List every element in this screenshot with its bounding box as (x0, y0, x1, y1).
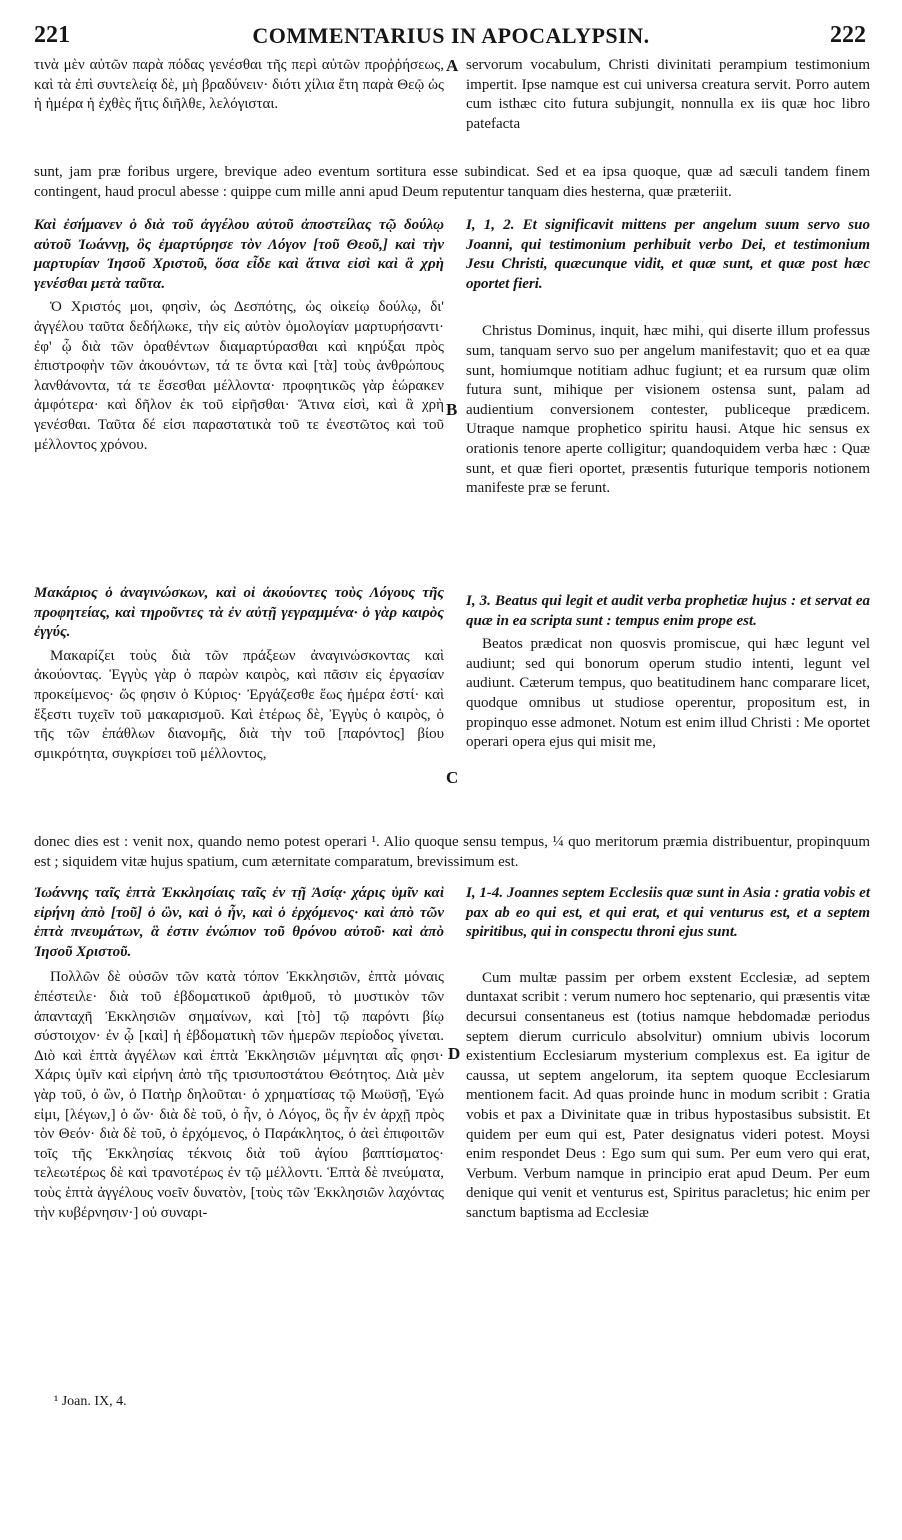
latin-column-sec3 (466, 592, 870, 753)
latin-verse: I, 3. Beatus qui legit et audit verba prophetiæ hujus : et servat ea quæ in ea scripta sunt : tempus enim prope est. (466, 593, 870, 629)
latin-column-sec4 (466, 884, 870, 1224)
page-number-left: 221 (34, 22, 70, 48)
latin-verse: I, 1-4. Joannes septem Ecclesiis quæ sunt in Asia : gratia vobis et pax ab eo qui est, et qui erat, et qui venturus est, et a septem spiritibus, qui in conspectu throni ejus sunt. (466, 885, 870, 941)
running-header (0, 22, 902, 56)
latin-paragraph: donec dies est : venit nox, quando nemo potest operari ¹. Alio quoque sensu tempus, ¼ quo meritorum præmia distribuentur, propinquum est ; siquidem vitæ hujus spatium, cum æternitate comparatum, brevissimum est. (34, 834, 870, 870)
latin-commentary: Christus Dominus, inquit, hæc mihi, qui diserte illum professus sum, tanquam servo suo per angelum manifestavit; quo et ea quæ sunt, homiumque notitiam adhuc fugiunt; et ea rursum quæ olim futura sunt, mihique per visionem ostensa sunt, palam ad audientium conversionem contester, publiceque prædicem. Utraque namque prophetico spiritu hausi. Atque hic sensus ex orationis tenore aperte colligitur; quandoquidem verba hæc : Quæ sunt, et quæ fieri oportet, præsentis futurique temporis notionem manifeste præ se ferunt. (466, 323, 870, 497)
latin-fullwidth-sec3 (34, 818, 870, 887)
greek-column-sec4 (34, 884, 444, 1223)
greek-commentary: Μακαρίζει τοὺς διὰ τῶν πράξεων ἀναγινώσκοντας καὶ ἀκούοντας. Ἐγγὺς γὰρ ὁ παρὼν καιρὸς, καὶ πᾶσιν εἰς ἐργασίαν προκείμενος· ὥς φησιν ὁ Κύριος· Ἐργάζεσθε ἕως ἡμέρα ἐστί· καὶ ἔξεστι τυχεῖν τοῦ μακαρισμοῦ. Καὶ ἑτέρως δὲ, Ἐγγὺς ὁ καιρὸς, ὁ τῆς τῶν ἐπάθλων διανομῆς, διὰ τὴν τοῦ [παρόντος] βίου σμικρότητα, συγκρίσει τοῦ μέλλοντος, (34, 647, 444, 762)
greek-commentary: Πολλῶν δὲ οὐσῶν τῶν κατὰ τόπον Ἐκκλησιῶν, ἑπτὰ μόναις ἐπέστειλε· διὰ τοῦ ἑβδοματικοῦ ἀριθμοῦ, τὸ μυστικὸν τῶν ἁπανταχῆ Ἐκκλησιῶν σημαίνων, καὶ [τὸ] τῷ παρόντι βίῳ σύστοιχον· ἐν ᾧ [καὶ] ἡ ἑβδοματικὴ τῶν ἡμερῶν περίοδος γίνεται. Διὸ καὶ ἑπτὰ ἀγγέλων καὶ ἑπτὰ Ἐκκλησιῶν μέμνηται αἷς φησι· Χάρις ὑμῖν καὶ εἰρήνη ἀπὸ τῆς τρισυποστάτου Θεότητος. Διὰ μὲν γὰρ τοῦ, ὁ ὢν, ὁ Πατὴρ δηλοῦται· ὁ χρηματίσας τῷ Μωϋσῇ, Ἐγώ εἰμι, [λέγων,] ὁ ὤν· διὰ δὲ τοῦ, ὁ ἦν, ὁ Λόγος, ὃς ἦν ἐν ἀρχῇ πρὸς τὸν Θεόν· διὰ δὲ τοῦ, ὁ ἐρχόμενος, ὁ Παράκλητος, ὁ ἀεὶ ἐπιφοιτῶν τοῖς τῆς Ἐκκλησίας τέκνοις διὰ τοῦ ἁγίου βαπτίσματος· τελεωτέρως δὲ καὶ τρανοτέρως ἐν τῷ μέλλοντι. Ἑπτὰ δὲ πνεύματα, τοὺς ἑπτὰ ἀγγέλους νοεῖν δυνατὸν, [τοὺς τῶν Ἐκκλησιῶν λαχόντας τὴν κυβέρνησιν·] οὐ συναρι- (34, 969, 444, 1221)
latin-verse: I, 1, 2. Et significavit mittens per angelum suum servo suo Joanni, qui testimonium perhibuit verbo Dei, et testimonium Jesu Christi, quæcunque vidit, et quæ sunt, et quæ post hæc oportet fieri. (466, 217, 870, 292)
margin-marker-d: D (448, 1044, 461, 1063)
greek-column-sec3 (34, 584, 444, 764)
latin-commentary: Cum multæ passim per orbem exstent Ecclesiæ, ad septem duntaxat scribit : verum numero hoc septenario, qui præsentis vitæ decursui consentaneus est (totius namque hebdomadæ periodus septem dierum curriculo absolvitur) omnium ubivis locorum existentium Ecclesiarum mysterium complexus est. Ea igitur de caussa, ut septem angelorum, ita septem quoque Ecclesiarum mentionem facit. Ad quas proinde hunc in modum scribit : Gratia vobis et pax a Divinitate quæ in tribus hypostasibus subsistit. Et quidem per eum qui est, Pater designatus videri potest. Moysi enim respondet Deus : Ego sum qui sum. Per eum vero qui erat, Verbum. Verbum namque in principio erat apud Deum. Per eum denique qui venit et venturus est, Spiritus paracletus; hic enim per sanctum baptisma ad Ecclesiæ (466, 969, 870, 1221)
margin-marker-a: A (446, 56, 459, 75)
greek-verse: Καὶ ἐσήμανεν ὁ διὰ τοῦ ἀγγέλου αὐτοῦ ἀποστείλας τῷ δούλῳ αὐτοῦ Ἰωάννῃ, ὃς ἐμαρτύρησε τὸν Λόγον [τοῦ Θεοῦ,] καὶ τὴν μαρτυρίαν Ἰησοῦ Χριστοῦ, ὅσα εἶδε καὶ ἅτινα εἰσὶ καὶ ἃ χρὴ γενέσθαι μετὰ ταῦτα. (34, 217, 444, 292)
margin-marker-b: B (446, 400, 458, 419)
greek-column-sec1 (34, 56, 444, 115)
greek-commentary: Ὁ Χριστός μοι, φησὶν, ὡς Δεσπότης, ὡς οἰκείῳ δούλῳ, δι' ἀγγέλου ταῦτα δεδήλωκε, τὴν εἰς αὐτὸν ὁμολογίαν μαρτυρήσαντι· ἐφ' ᾧ διὰ τῶν ὁραθέντων διαμαρτύρασθαι καὶ κηρύξαι πρὸς ἐπιστροφὴν τῶν ἀκουόντων, τά τε ὄντα καὶ [τὰ] τοὺς ἀνθρώπους λανθάνοντα, τά τε ἔσεσθαι μέλλοντα· προφητικῶς γὰρ ἑώρακεν ἀμφότερα· καὶ δῆλον ἐκ τοῦ εἰρῆσθαι· Ἅτινα εἰσὶ, καὶ ἃ χρὴ γενέσθαι. Ταῦτα δέ εἰσι παραστατικὰ τοῦ τε ἐνεστῶτος καὶ τοῦ μέλλοντος χρόνου. (34, 299, 444, 453)
margin-marker-c: C (446, 768, 459, 787)
latin-paragraph: sunt, jam præ foribus urgere, brevique adeo eventum sortitura esse subindicat. Sed et ea ipsa quoque, quæ ad sæculi tandem finem contingent, haud procul abesse : quippe cum mille anni apud Deum reputentur tanquam dies hesterna, quæ præteriit. (34, 164, 870, 200)
page-number-right: 222 (830, 22, 866, 48)
greek-verse: Ἰωάννης ταῖς ἑπτὰ Ἐκκλησίαις ταῖς ἐν τῇ Ἀσίᾳ· χάρις ὑμῖν καὶ εἰρήνη ἀπὸ [τοῦ] ὁ ὢν, καὶ ὁ ἦν, καὶ ὁ ἐρχόμενος· καὶ ἀπὸ τῶν ἑπτὰ πνευμάτων, ἃ ἐστιν ἐνώπιον τοῦ θρόνου αὐτοῦ· καὶ ἀπὸ Ἰησοῦ Χριστοῦ. (34, 885, 444, 960)
latin-commentary: Beatos prædicat non quosvis promiscue, qui hæc legunt vel audiunt; sed qui bonorum operum studio intenti, legunt vel audiunt. Cæterum tempus, quo beatitudinem hanc comparare licet, quodque omnibus ut studiose operentur, propositum est, in propinquo esse admonet. Notum est enim illud Christi : Me oportet operari opera ejus qui misit me, (466, 636, 870, 751)
running-title: COMMENTARIUS IN APOCALYPSIN. (252, 23, 650, 48)
greek-verse: Μακάριος ὁ ἀναγινώσκων, καὶ οἱ ἀκούοντες τοὺς Λόγους τῆς προφητείας, καὶ τηροῦντες τὰ ἐν αὐτῇ γεγραμμένα· ὁ γὰρ καιρὸς ἐγγύς. (34, 585, 444, 641)
latin-fullwidth-sec1 (34, 148, 870, 217)
latin-column-sec1 (466, 56, 870, 134)
latin-paragraph: servorum vocabulum, Christi divinitati perampium testimonium impertit. Ipse namque est cui universa creatura servit. Porro autem cum isthæc cito futura subjungit, nonnulla ex iis quæ hoc libro patefacta (466, 57, 870, 132)
footnote: ¹ Joan. IX, 4. (54, 1394, 127, 1409)
greek-paragraph: τινὰ μὲν αὐτῶν παρὰ πόδας γενέσθαι τῆς περὶ αὐτῶν προῤῥήσεως, καὶ τὰ ἐπὶ συντελείᾳ δὲ, μὴ βραδύνειν· διότι χίλια ἔτη παρὰ Θεῷ ὡς ἡ ἡμέρα ἡ ἐχθὲς ἥτις διῆλθε, λελόγισται. (34, 57, 444, 113)
greek-column-sec2 (34, 216, 444, 455)
latin-column-sec2 (466, 216, 870, 499)
